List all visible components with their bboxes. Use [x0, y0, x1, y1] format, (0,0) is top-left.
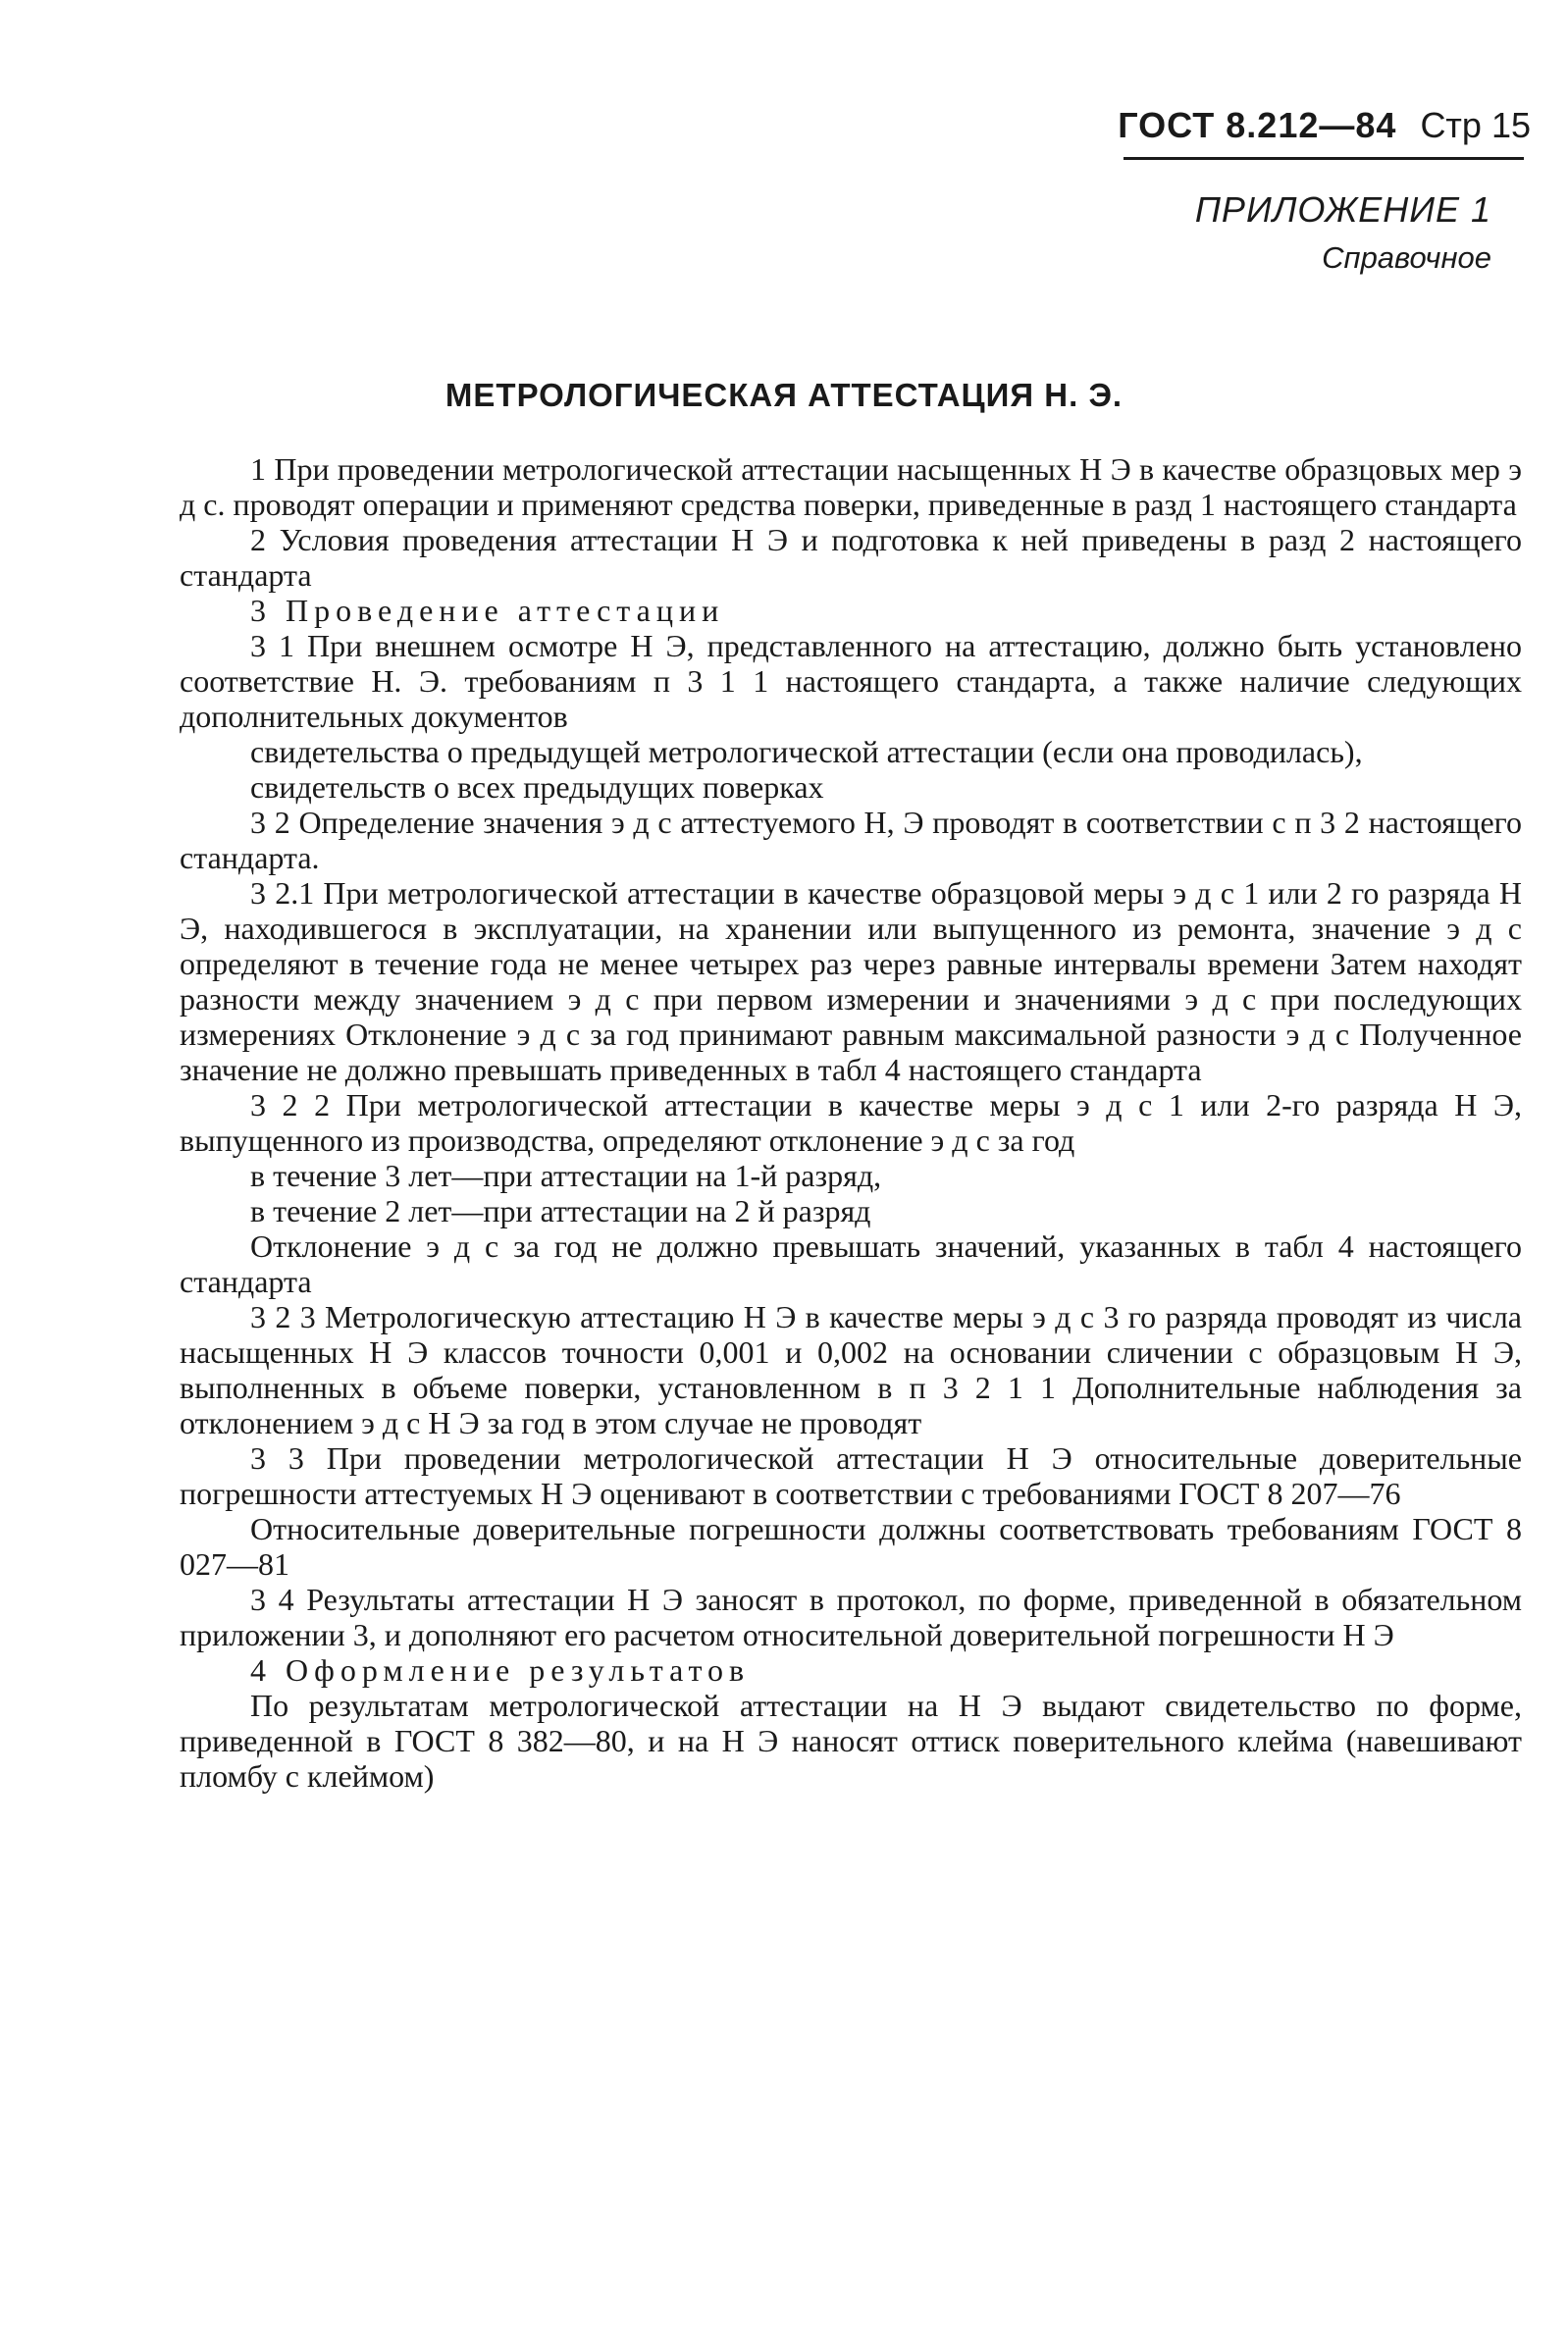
- section-heading-3: 3 Проведение аттестации: [250, 593, 725, 628]
- paragraph-1: 1 При проведении метрологической аттестации насыщенных Н Э в качестве образцовых мер э д с. проводят операции и применяют средства поверки, приведенные в разд 1 настоящего стандарта: [180, 451, 1522, 522]
- paragraph-3-2: 3 2 Определение значения э д с аттестуемого Н, Э проводят в соответствии с п 3 2 настоящего стандарта.: [180, 805, 1522, 875]
- appendix-title: ПРИЛОЖЕНИЕ 1: [1194, 189, 1491, 230]
- paragraph-3-2-2-note: Отклонение э д с за год не должно превышать значений, указанных в табл 4 настоящего стандарта: [180, 1228, 1522, 1299]
- paragraph-3-1-item-1: свидетельства о предыдущей метрологической аттестации (если она проводилась),: [250, 734, 1363, 769]
- paragraph-3-1-item-2: свидетельств о всех предыдущих поверках: [250, 769, 824, 805]
- standard-number: ГОСТ 8.212—84: [1118, 105, 1397, 145]
- paragraph-3-2-2-item-2: в течение 2 лет—при аттестации на 2 й разряд: [250, 1193, 871, 1228]
- appendix-label: [1079, 184, 1491, 281]
- paragraph-3-3: 3 3 При проведении метрологической аттестации Н Э относительные доверительные погрешности аттестуемых Н Э оценивают в соответствии с требованиями ГОСТ 8 207—76: [180, 1440, 1522, 1511]
- paragraph-3-1: 3 1 При внешнем осмотре Н Э, представленного на аттестацию, должно быть установлено соответствие Н. Э. требованиям п 3 1 1 настоящего стандарта, а также наличие следующих дополнительных документов: [180, 628, 1522, 734]
- appendix-subtitle: Справочное: [1322, 240, 1491, 275]
- paragraph-3-2-1: 3 2.1 При метрологической аттестации в качестве образцовой меры э д с 1 или 2 го разряда Н Э, находившегося в эксплуатации, на хранении или выпущенного из ремонта, значение э д с определяют в течение года не менее четырех раз через равные интервалы времени Затем находят разности между значением э д с при первом измерении и значениями э д с при последующих измерениях Отклонение э д с за год принимают равным максимальной разности э д с Полученное значение не должно превышать приведенных в табл 4 настоящего стандарта: [180, 875, 1522, 1087]
- paragraph-3-2-2: 3 2 2 При метрологической аттестации в качестве меры э д с 1 или 2-го разряда Н Э, выпущенного из производства, определяют отклонение э д с за год: [180, 1087, 1522, 1158]
- paragraph-2: 2 Условия проведения аттестации Н Э и подготовка к ней приведены в разд 2 настоящего стандарта: [180, 522, 1522, 593]
- page-header: [1099, 98, 1531, 153]
- page-number: Стр 15: [1420, 105, 1531, 145]
- header-rule: [1124, 157, 1524, 160]
- section-heading-4: 4 Оформление результатов: [250, 1652, 751, 1688]
- document-title: МЕТРОЛОГИЧЕСКАЯ АТТЕСТАЦИЯ Н. Э.: [444, 377, 1124, 413]
- paragraph-3-2-2-item-1: в течение 3 лет—при аттестации на 1-й разряд,: [250, 1158, 882, 1193]
- paragraph-3-4: 3 4 Результаты аттестации Н Э заносят в протокол, по форме, приведенной в обязательном приложении 3, и дополняют его расчетом относительной доверительной погрешности Н Э: [180, 1582, 1522, 1652]
- paragraph-3-2-3: 3 2 3 Метрологическую аттестацию Н Э в качестве меры э д с 3 го разряда проводят из числа насыщенных Н Э классов точности 0,001 и 0,002 на основании сличении с образцовым Н Э, выполненных в объеме поверки, установленном в п 3 2 1 1 Дополнительные наблюдения за отклонением э д с Н Э за год в этом случае не проводят: [180, 1299, 1522, 1440]
- paragraph-3-3-note: Относительные доверительные погрешности должны соответствовать требованиям ГОСТ 8 027—81: [180, 1511, 1522, 1582]
- document-body: [180, 451, 1522, 1794]
- paragraph-4: По результатам метрологической аттестации на Н Э выдают свидетельство по форме, приведенной в ГОСТ 8 382—80, и на Н Э наносят оттиск поверительного клейма (навешивают пломбу с клеймом): [180, 1688, 1522, 1794]
